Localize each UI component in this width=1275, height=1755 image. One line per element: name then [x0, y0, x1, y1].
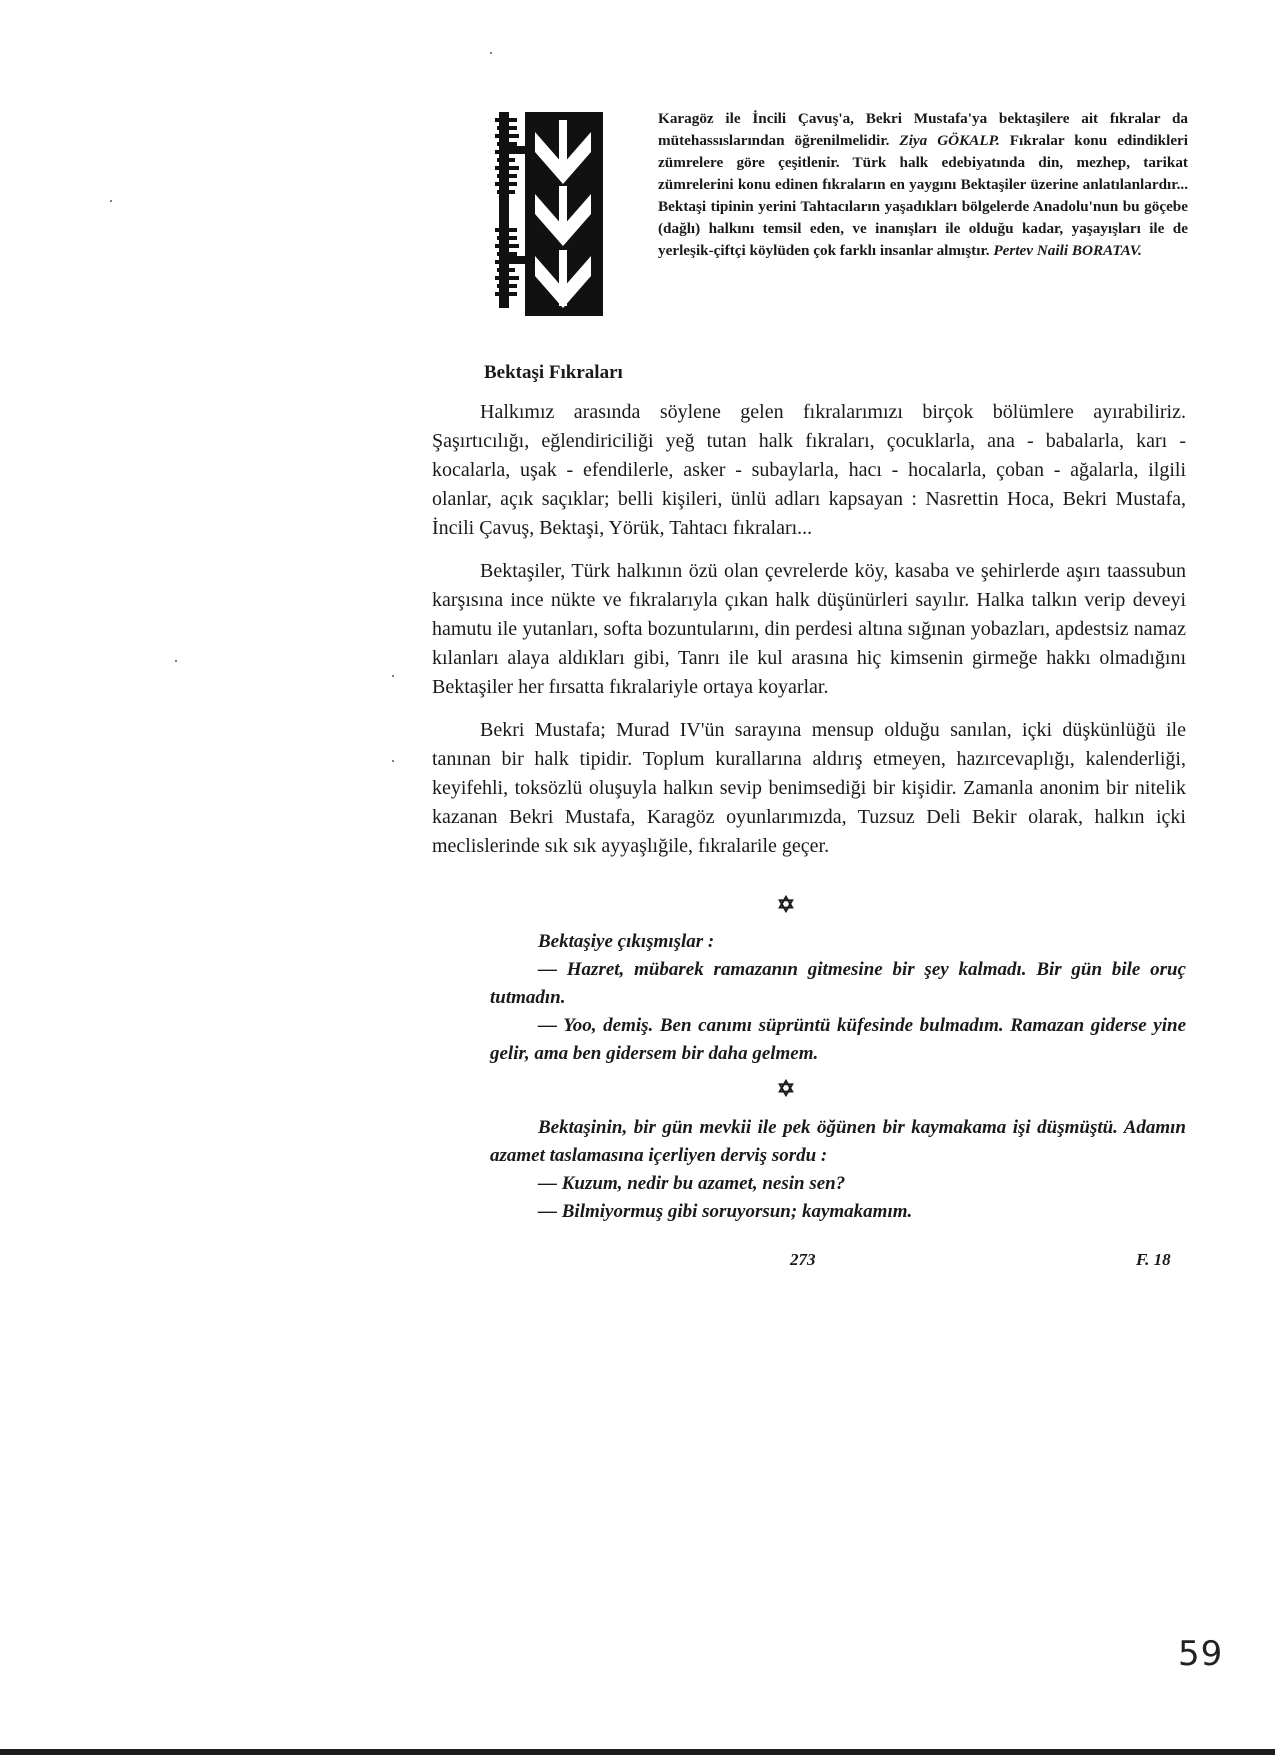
signature-mark: F. 18 — [1136, 1250, 1171, 1269]
anecdote-1 — [490, 928, 1186, 1068]
intro-author-2: Pertev Naili BORATAV. — [993, 242, 1142, 259]
scan-speck — [110, 200, 112, 202]
page-number: 273 — [790, 1250, 816, 1269]
star-separator-icon: ✡ — [776, 1076, 796, 1101]
scan-speck — [392, 675, 394, 677]
section-title: Bektaşi Fıkraları — [484, 362, 623, 383]
intro-author-1: Ziya GÖKALP. — [899, 132, 1000, 149]
intro-text-1: Karagöz ile İncili Çavuş'a, Bekri Mustafa'ya bektaşilere ait fıkralar da mütehassıslarından öğrenilmelidir. — [658, 110, 1188, 149]
scan-speck — [392, 760, 394, 762]
body-paragraph: Halkımız arasında söylene gelen fıkralarımızı birçok bölümlere ayırabiliriz. Şaşırtıcılığı, eğlendiriciliği yeğ tutan halk fıkraları, çocuklarla, ana - babalarla, karı - kocalarla, uşak - efendilerle, asker - subaylarla, hacı - hocalarla, çoban - ağalarla, ilgili olanlar, açık saçıklar; belli kişileri, ünlü adları kapsayan : Nasrettin Hoca, Bekri Mustafa, İncili Çavuş, Bektaşi, Yörük, Tahtacı fıkraları... — [432, 401, 1186, 539]
anecdote-line: — Kuzum, nedir bu azamet, nesin sen? — [538, 1173, 846, 1194]
anecdote-2 — [490, 1114, 1186, 1226]
bottom-scan-edge — [0, 1749, 1275, 1755]
body-paragraph: Bekri Mustafa; Murad IV'ün sarayına mensup olduğu sanılan, içki düşkünlüğü ile tanınan bir halk tipidir. Toplum kurallarına aldırış etmeyen, hazırcevaplığı, kalenderliği, keyifehli, toksözlü oluşuyla halkın sevip benimsediği bir kişidir. Zamanla anonim bir nitelik kazanan Bekri Mustafa, Karagöz oyunlarımızda, Tuzsuz Deli Bekir olarak, halkın içki meclislerinde sık sık ayyaşlığile, fıkralarile geçer. — [432, 719, 1186, 857]
anecdote-line: Bektaşinin, bir gün mevkii ile pek öğünen bir kaymakama işi düşmüştü. Adamın azamet taslamasına içerliyen derviş sordu : — [490, 1117, 1186, 1166]
intro-text-2: Fıkralar konu edindikleri zümrelere göre çeşitlenir. Türk halk edebiyatında din, mezhep, tarikat zümrelerini konu edinen fıkraların en yaygını Bektaşiler üzerine anlatılanlardır... Bektaşi tipinin yerini Tahtacıların yaşadıkları bölgelerde Anadolu'nun bu göçebe (dağlı) halkını temsil eden, ve inanışları ile olduğu kadar, yaşayışları ile de yerleşik-çiftçi köylüden çok farklı insanlar almıştır. — [658, 132, 1189, 259]
body-text — [432, 398, 1186, 875]
anecdote-line: — Hazret, mübarek ramazanın gitmesine bir şey kalmadı. Bir gün bile oruç tutmadın. — [490, 959, 1186, 1008]
intro-quote-text — [658, 108, 1188, 262]
scan-speck — [175, 660, 177, 662]
scan-speck — [490, 52, 492, 54]
star-separator-icon: ✡ — [776, 892, 796, 917]
anecdote-line: — Bilmiyormuş gibi soruyorsun; kaymakamım. — [538, 1201, 913, 1222]
anecdote-line: — Yoo, demiş. Ben canımı süprüntü küfesinde bulmadım. Ramazan giderse yine gelir, ama ben gidersem bir daha gelmem. — [490, 1015, 1186, 1064]
bektashi-ornament-icon — [495, 110, 605, 318]
handwritten-page-number: 59 — [1178, 1634, 1224, 1674]
anecdote-line: Bektaşiye çıkışmışlar : — [538, 931, 715, 952]
body-paragraph: Bektaşiler, Türk halkının özü olan çevrelerde köy, kasaba ve şehirlerde aşırı taassubun karşısına ince nükte ve fıkralarıyla çıkan halk düşünürleri sayılır. Halka talkın verip deveyi hamutu ile yutanları, softa bozuntularını, din perdesi altına sığınan yobazları, apdestsiz namaz kılanları alaya aldıkları gibi, Tanrı ile kul arasına hiç kimsenin girmeğe hakkı olmadığını Bektaşiler her fırsatta fıkralariyle ortaya koyarlar. — [432, 560, 1186, 698]
intro-quote-block — [658, 108, 1188, 262]
